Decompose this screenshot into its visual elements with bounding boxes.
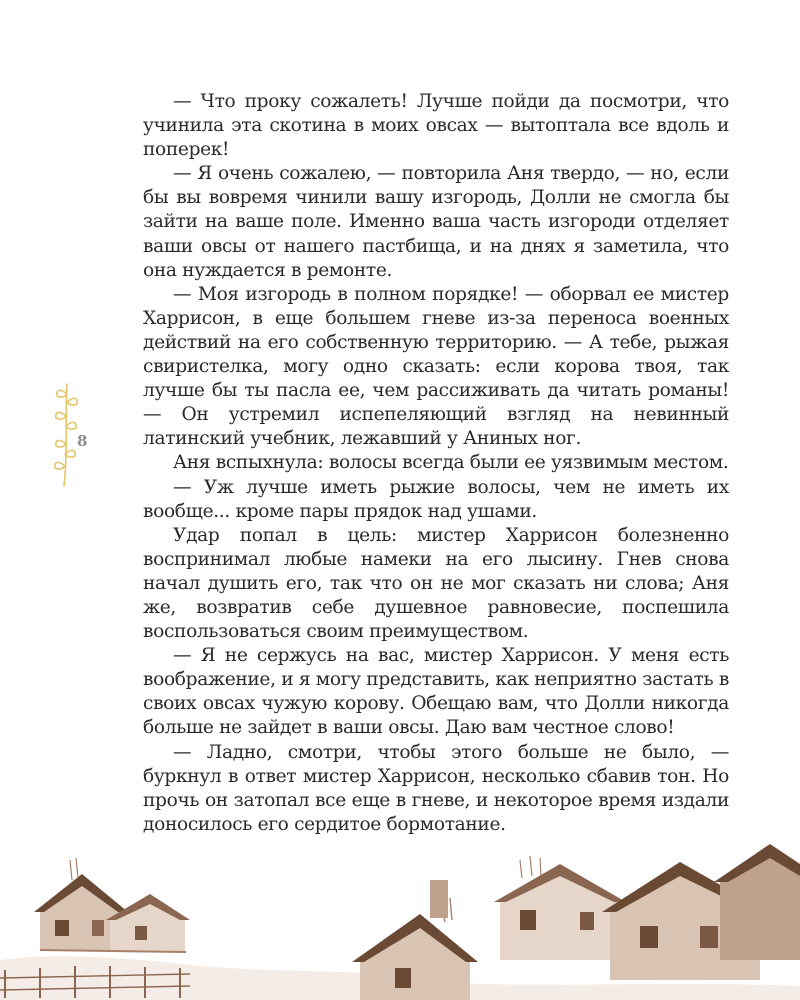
- page-number: 8: [77, 432, 88, 450]
- left-house-sketch: [34, 858, 190, 952]
- paragraph: — Моя изгородь в полном порядке! — оборвал ее мистер Харрисон, в еще большем гневе из-за переноса военных действий на его собственную территорию. — А тебе, рыжая свиристелка, могу одно сказать: если корова твоя, так лучше бы ты пасла ее, чем рассиживать да читать романы! — Он устремил испепеляющий взгляд на невинный латинский учебник, лежавший у Аниных ног.: [143, 283, 729, 450]
- paragraph: — Уж лучше иметь рыжие волосы, чем не иметь их вообще... кроме пары прядок над ушами.: [143, 476, 729, 522]
- body-text: [143, 90, 729, 837]
- paragraph: — Я очень сожалею, — повторила Аня твердо, — но, если бы вы вовремя чинили вашу изгородь, Долли не смогла бы зайти на ваше поле. Именно ваша часть изгороди отделяет ваши овсы от нашего пастбища, и на днях я заметила, что она нуждается в ремонте.: [143, 163, 729, 281]
- paragraph: — Я не сержусь на вас, мистер Харрисон. У меня есть воображение, и я могу представить, как неприятно застать в своих овсах чужую корову. Обещаю вам, что Долли никогда больше не зайдет в ваши овсы. Даю вам честное слово!: [143, 645, 729, 739]
- paragraph: Аня вспыхнула: волосы всегда были ее уязвимым местом.: [173, 452, 729, 474]
- middle-house-sketch: [352, 880, 478, 1000]
- paragraph: — Что проку сожалеть! Лучше пойди да посмотри, что учинила эта скотина в моих овсах — вытоптала все вдоль и поперек!: [143, 91, 729, 161]
- village-illustration: [0, 840, 800, 1000]
- paragraph: Удар попал в цель: мистер Харрисон болезненно воспринимал любые намеки на его лысину. Гнев снова начал душить его, так что он не мог сказать ни слова; Аня же, возвратив себе душевное равновесие, поспешила воспользоваться своим преимуществом.: [143, 524, 729, 643]
- paragraph: — Ладно, смотри, чтобы этого больше не было, — буркнул в ответ мистер Харрисон, несколько сбавив тон. Но прочь он затопал все еще в гневе, и некоторое время издали доносилось его сердитое бормотание.: [143, 741, 729, 835]
- right-houses-sketch: [494, 844, 800, 980]
